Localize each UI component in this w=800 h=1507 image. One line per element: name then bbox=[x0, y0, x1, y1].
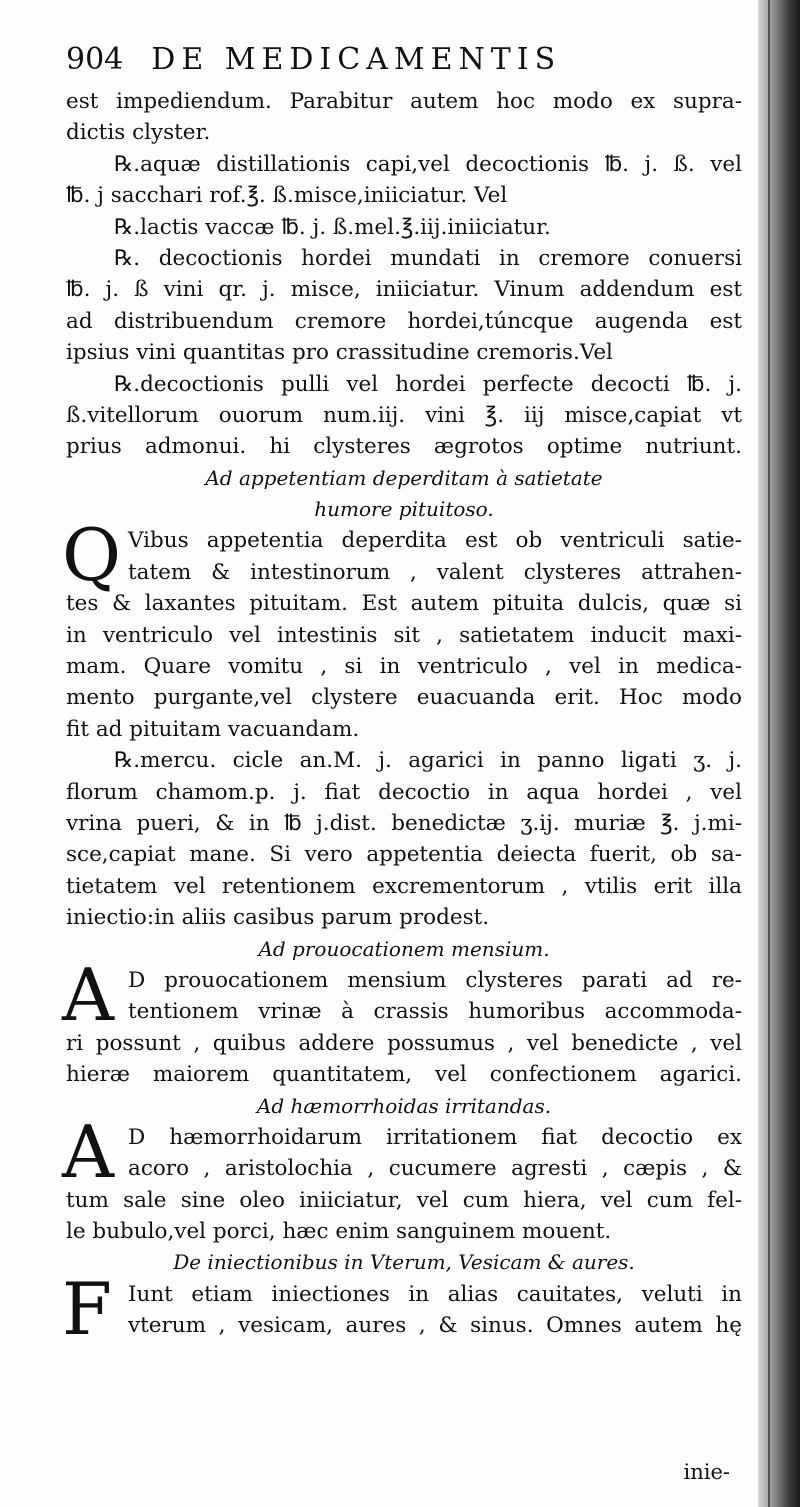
text-line: iniectio:in aliis casibus parum prodest. bbox=[66, 905, 490, 931]
text-line: ipsius vini quantitas pro crassitudine cremoris.Vel bbox=[66, 340, 613, 366]
text-line: ℔. j sacchari rof.℥. ß.misce,iniiciatur. Vel bbox=[66, 183, 508, 209]
text-line: acoro , aristolochia , cucumere agresti , cæpis , & bbox=[128, 1156, 742, 1182]
text-line: Iunt etiam iniectiones in alias cauitates, veluti in bbox=[128, 1281, 742, 1307]
text-line: tentionem vrinæ à crassis humoribus accommoda- bbox=[128, 999, 742, 1025]
text-line: ℔. j. ß vini qr. j. misce, iniiciatur. Vinum addendum est bbox=[66, 277, 742, 303]
text-line: D hæmorrhoidarum irritationem fiat decoctio ex bbox=[128, 1124, 742, 1150]
section-heading: Ad appetentiam deperditam à satietate bbox=[205, 465, 603, 490]
text-line: fit ad pituitam vacuandam. bbox=[66, 716, 360, 742]
text-line: prius admonui. hi clysteres ægrotos optime nutriunt. bbox=[66, 434, 742, 460]
text-line: le bubulo,vel porci, hæc enim sanguinem mouent. bbox=[66, 1219, 612, 1245]
paragraph bbox=[62, 1266, 742, 1351]
page-number: 904 bbox=[66, 42, 124, 77]
text-line: florum chamom.p. j. fiat decoctio in aqua hordei , vel bbox=[66, 779, 742, 805]
text-line: tietatem vel retentionem excrementorum , vtilis erit illa bbox=[66, 873, 742, 899]
text-line: vterum , vesicam, aures , & sinus. Omnes autem hę bbox=[128, 1313, 742, 1339]
paragraph bbox=[62, 952, 742, 1091]
drop-cap: Q bbox=[62, 513, 122, 598]
text-line: tatem & intestinorum , valent clysteres attrahen- bbox=[128, 559, 742, 585]
section-heading: Ad prouocationem mensium. bbox=[258, 936, 550, 961]
paragraph bbox=[62, 1109, 742, 1248]
drop-cap: A bbox=[62, 952, 114, 1037]
text-line: hieræ maiorem quantitatem, vel confectionem agarici. bbox=[66, 1062, 742, 1088]
book-spine bbox=[758, 0, 800, 1507]
catchword: inie- bbox=[683, 1460, 730, 1484]
text-line: ad distribuendum cremore hordei,túncque augenda est bbox=[66, 308, 742, 334]
text-line: Vibus appetentia deperdita est ob ventriculi satie- bbox=[128, 528, 742, 554]
text-line: est impediendum. Parabitur autem hoc modo ex supra- bbox=[66, 89, 742, 114]
recipe-line: ℞. decoctionis hordei mundati in cremore conuersi bbox=[114, 245, 742, 271]
text-block bbox=[62, 86, 742, 1351]
recipe-line: ℞.lactis vaccæ ℔. j. ß.mel.℥.iij.iniiciatur. bbox=[114, 214, 551, 240]
section-heading: De iniectionibus in Vterum, Vesicam & aures. bbox=[173, 1250, 635, 1275]
text-line: D prouocationem mensium clysteres parati ad re- bbox=[128, 967, 742, 993]
text-line: tum sale sine oleo iniiciatur, vel cum hiera, vel cum fel- bbox=[66, 1187, 742, 1213]
section-heading: Ad hæmorrhoidas irritandas. bbox=[256, 1093, 552, 1118]
recipe-line: ℞.aquæ distillationis capi,vel decoctionis ℔. j. ß. vel bbox=[114, 151, 742, 177]
drop-cap: A bbox=[62, 1109, 114, 1194]
text-line: ß.vitellorum ouorum num.iij. vini ℥. iij misce,capiat vt bbox=[66, 402, 742, 428]
text-line: in ventriculo vel intestinis sit , satietatem inducit maxi- bbox=[66, 622, 742, 648]
paragraph bbox=[62, 513, 742, 933]
text-line: dictis clyster. bbox=[66, 120, 211, 146]
running-title: DE MEDICAMENTIS bbox=[151, 42, 562, 77]
text-line: mam. Quare vomitu , si in ventriculo , vel in medica- bbox=[66, 654, 742, 680]
text-line: tes & laxantes pituitam. Est autem pituita dulcis, quæ si bbox=[66, 591, 742, 617]
text-line: ri possunt , quibus addere possumus , vel benedicte , vel bbox=[66, 1030, 742, 1056]
text-line: vrina pueri, & in ℔ j.dist. benedictæ ʒ.ij. muriæ ℥. j.mi- bbox=[66, 810, 742, 836]
drop-cap: F bbox=[62, 1266, 112, 1351]
running-head bbox=[66, 42, 746, 90]
recipe-line: ℞.decoctionis pulli vel hordei perfecte decocti ℔. j. bbox=[114, 371, 742, 397]
recipe-line: ℞.mercu. cicle an.M. j. agarici in panno ligati ʒ. j. bbox=[114, 748, 742, 774]
text-line: sce,capiat mane. Si vero appetentia deiecta fuerit, ob sa- bbox=[66, 842, 742, 868]
section-heading: humore pituitoso. bbox=[314, 497, 494, 522]
text-line: mento purgante,vel clystere euacuanda erit. Hoc modo bbox=[66, 685, 742, 711]
